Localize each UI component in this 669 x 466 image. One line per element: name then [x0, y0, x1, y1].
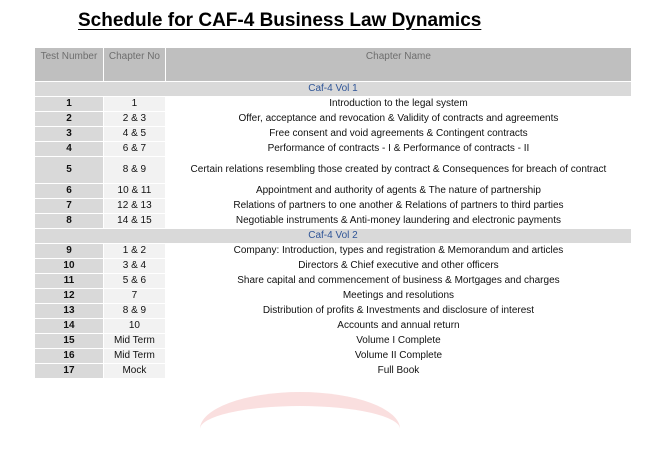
table-row — [35, 304, 632, 319]
header-chapter-name: Chapter Name — [165, 48, 631, 82]
chapter-name-cell: Appointment and authority of agents & The nature of partnership — [165, 184, 631, 199]
test-number-cell: 15 — [35, 334, 104, 349]
test-number-cell: 16 — [35, 349, 104, 364]
schedule-body — [35, 82, 632, 379]
chapter-name-cell: Share capital and commencement of business & Mortgages and charges — [165, 274, 631, 289]
header-chapter-no: Chapter No — [103, 48, 165, 82]
table-row — [35, 157, 632, 184]
chapter-name-cell: Full Book — [165, 364, 631, 379]
test-number-cell: 6 — [35, 184, 104, 199]
section-label: Caf-4 Vol 2 — [35, 229, 632, 244]
chapter-name-cell: Company: Introduction, types and registration & Memorandum and articles — [165, 244, 631, 259]
page-title: Schedule for CAF-4 Business Law Dynamics — [78, 10, 482, 31]
chapter-no-cell: 1 & 2 — [103, 244, 165, 259]
chapter-name-cell: Relations of partners to one another & Relations of partners to third parties — [165, 199, 631, 214]
test-number-cell: 3 — [35, 127, 104, 142]
test-number-cell: 1 — [35, 97, 104, 112]
section-row — [35, 229, 632, 244]
table-row — [35, 127, 632, 142]
test-number-cell: 5 — [35, 157, 104, 184]
chapter-name-cell: Negotiable instruments & Anti-money laundering and electronic payments — [165, 214, 631, 229]
chapter-name-cell: Volume II Complete — [165, 349, 631, 364]
table-row — [35, 214, 632, 229]
test-number-cell: 12 — [35, 289, 104, 304]
chapter-name-cell: Offer, acceptance and revocation & Validity of contracts and agreements — [165, 112, 631, 127]
chapter-no-cell: Mid Term — [103, 334, 165, 349]
test-number-cell: 10 — [35, 259, 104, 274]
chapter-no-cell: 10 & 11 — [103, 184, 165, 199]
chapter-no-cell: 2 & 3 — [103, 112, 165, 127]
chapter-no-cell: 8 & 9 — [103, 304, 165, 319]
header-test-number: Test Number — [35, 48, 104, 82]
test-number-cell: 13 — [35, 304, 104, 319]
header-row — [35, 48, 632, 82]
test-number-cell: 8 — [35, 214, 104, 229]
chapter-no-cell: 5 & 6 — [103, 274, 165, 289]
table-row — [35, 184, 632, 199]
test-number-cell: 2 — [35, 112, 104, 127]
chapter-no-cell: 7 — [103, 289, 165, 304]
table-row — [35, 97, 632, 112]
chapter-name-cell: Meetings and resolutions — [165, 289, 631, 304]
test-number-cell: 9 — [35, 244, 104, 259]
table-row — [35, 112, 632, 127]
table-row — [35, 259, 632, 274]
table-row — [35, 349, 632, 364]
table-row — [35, 244, 632, 259]
table-row — [35, 319, 632, 334]
chapter-no-cell: 14 & 15 — [103, 214, 165, 229]
test-number-cell: 7 — [35, 199, 104, 214]
table-row — [35, 274, 632, 289]
chapter-name-cell: Volume I Complete — [165, 334, 631, 349]
table-row — [35, 199, 632, 214]
table-row — [35, 334, 632, 349]
watermark-arc — [200, 392, 400, 466]
chapter-name-cell: Performance of contracts - I & Performance of contracts - II — [165, 142, 631, 157]
chapter-no-cell: 4 & 5 — [103, 127, 165, 142]
chapter-name-cell: Distribution of profits & Investments and disclosure of interest — [165, 304, 631, 319]
chapter-no-cell: 6 & 7 — [103, 142, 165, 157]
chapter-no-cell: 10 — [103, 319, 165, 334]
section-label: Caf-4 Vol 1 — [35, 82, 632, 97]
test-number-cell: 17 — [35, 364, 104, 379]
test-number-cell: 11 — [35, 274, 104, 289]
chapter-no-cell: 1 — [103, 97, 165, 112]
chapter-no-cell: 8 & 9 — [103, 157, 165, 184]
test-number-cell: 4 — [35, 142, 104, 157]
section-row — [35, 82, 632, 97]
chapter-name-cell: Directors & Chief executive and other officers — [165, 259, 631, 274]
table-row — [35, 364, 632, 379]
chapter-name-cell: Free consent and void agreements & Contingent contracts — [165, 127, 631, 142]
schedule-table — [34, 47, 632, 379]
chapter-no-cell: 3 & 4 — [103, 259, 165, 274]
chapter-no-cell: Mid Term — [103, 349, 165, 364]
chapter-no-cell: 12 & 13 — [103, 199, 165, 214]
table-row — [35, 142, 632, 157]
chapter-no-cell: Mock — [103, 364, 165, 379]
table-row — [35, 289, 632, 304]
test-number-cell: 14 — [35, 319, 104, 334]
chapter-name-cell: Certain relations resembling those created by contract & Consequences for breach of contract — [165, 157, 631, 184]
chapter-name-cell: Introduction to the legal system — [165, 97, 631, 112]
chapter-name-cell: Accounts and annual return — [165, 319, 631, 334]
